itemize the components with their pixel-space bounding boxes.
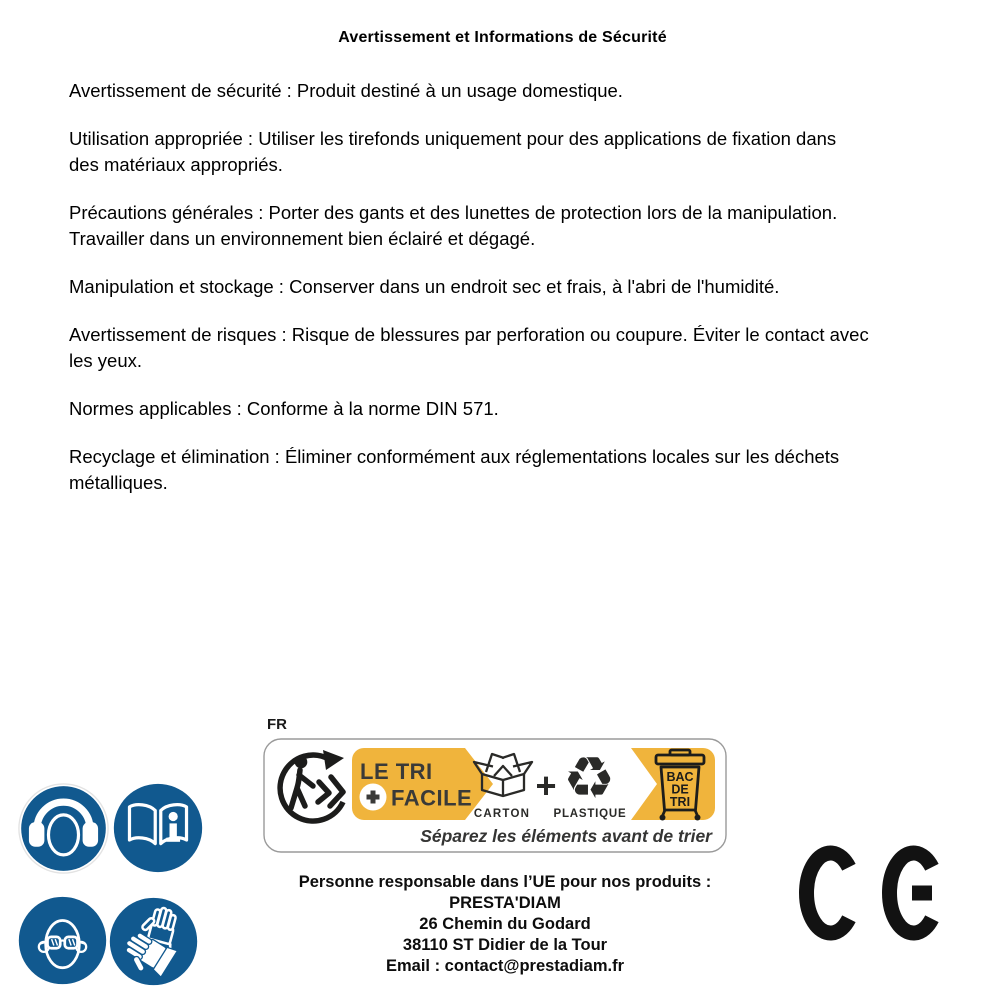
address-city: 38110 ST Didier de la Tour: [402, 936, 608, 954]
wear-ear-protection-icon: [18, 783, 109, 874]
paragraph-handling-storage: Manipulation et stockage : Conserver dans un endroit sec et frais, à l'abri de l'humidité.: [69, 276, 780, 297]
paragraph-appropriate-use: Utilisation appropriée : Utiliser les tirefonds uniquement pour des applications de fixation dans des matériaux appropriés.: [69, 128, 837, 175]
responsible-person-block: [255, 872, 755, 977]
paragraph-safety-warning: Avertissement de sécurité : Produit destiné à un usage domestique.: [69, 80, 623, 101]
paragraph-applicable-standards: Normes applicables : Conforme à la norme DIN 571.: [69, 398, 499, 419]
responsible-person-intro: Personne responsable dans l’UE pour nos produits :: [298, 873, 712, 891]
sorting-tagline: Séparez les éléments avant de trier: [420, 826, 712, 846]
recycling-triangle-icon: ♻: [563, 746, 615, 811]
headline-le-tri: LE TRI: [360, 759, 433, 784]
company-name: PRESTA'DIAM: [449, 894, 561, 912]
carton-label: CARTON: [473, 808, 531, 820]
country-code-label: FR: [267, 716, 287, 733]
address-street: 26 Chemin du Godard: [419, 915, 591, 933]
wear-protective-gloves-icon: [108, 896, 199, 987]
plastique-label: PLASTIQUE: [553, 808, 627, 820]
paragraph-general-precautions: Précautions générales : Porter des gants et des lunettes de protection lors de la manipulation. Travailler dans un environnement bien éclairé et dégagé.: [69, 202, 838, 249]
paragraph-recycling-disposal: Recyclage et élimination : Éliminer conformément aux réglementations locales sur les déchets métalliques.: [69, 446, 840, 493]
tri-facile-recycling-label: [263, 738, 728, 854]
read-instruction-manual-icon: [112, 782, 204, 874]
headline-facile: FACILE: [391, 785, 473, 811]
bin-text-bac: BAC: [666, 770, 694, 784]
safety-paragraphs: [69, 78, 974, 518]
materials-plus: +: [535, 765, 557, 806]
ce-marking-icon: [799, 844, 940, 942]
bin-text-de: DE: [671, 782, 689, 797]
wear-eye-protection-icon: [17, 895, 108, 986]
bin-text-tri: TRI: [669, 795, 691, 809]
page-title: Avertissement et Informations de Sécurité: [338, 29, 667, 46]
contact-email: Email : contact@prestadiam.fr: [386, 957, 624, 975]
paragraph-risk-warning: Avertissement de risques : Risque de blessures par perforation ou coupure. Éviter le contact avec les yeux.: [69, 324, 869, 371]
